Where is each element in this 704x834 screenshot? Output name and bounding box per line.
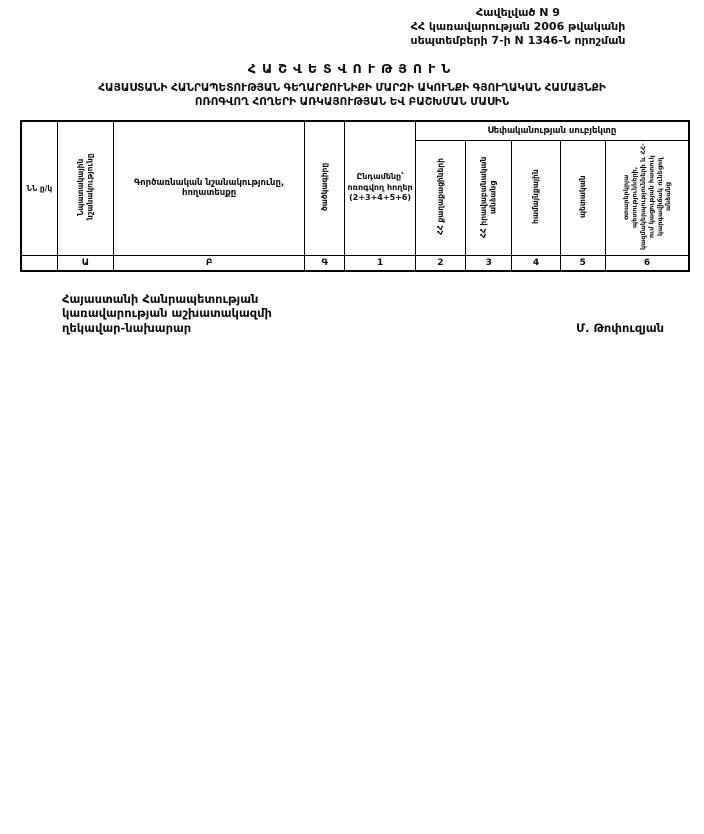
header-functional: Գործառնական նշանակությունը, հողատեսքը [114,121,305,256]
signatory-title-line-1: Հայաստանի Հանրապետության [62,291,259,306]
report-subtitle [0,82,704,109]
column-letter: 3 [466,255,512,271]
signatory-title [62,292,272,337]
report-subtitle-line-2: ՈՌՈԳՎՈՂ ՀՈՂԵՐԻ ԱՌԿԱՅՈՒԹՅԱՆ ԵՎ ԲԱՇԽՄԱՆ ՄԱՍԻՆ [194,95,510,108]
appendix-line-1: Հավելված N 9 [476,6,560,19]
appendix-line-3: սեպտեմբերի 7-ի N 1346-Ն որոշման [410,33,626,47]
column-letter: Ա [57,255,113,271]
report-title: ՀԱՇՎԵՏՎՈՒԹՅՈՒՆ [247,61,457,77]
header-owner-community [512,140,560,255]
appendix-line-2: ՀՀ կառավարության 2006 թվականի [410,19,626,33]
report-subtitle-line-1: ՀԱՅԱՍՏԱՆԻ ՀԱՆՐԱՊԵՏՈՒԹՅԱՆ ԳԵՂԱՐՔՈՒՆԻՔԻ ՄԱՐԶԻ ԱԿՈՒՆՔԻ ԳՅՈՒՂԱԿԱՆ ՀԱՄԱՅՆՔԻ [98,82,606,95]
header-owner-legal-entities-text: ՀՀ իրավաբանական անձանց [479,155,498,238]
header-owner-legal-entities [466,140,512,255]
header-owner-citizens-text: ՀՀ քաղաքացիների [435,158,445,236]
column-letter: 6 [605,255,689,271]
header-owner-citizens [415,140,465,255]
header-code [305,121,345,256]
header-purpose [57,121,113,256]
column-letter [21,255,57,271]
column-letter: Գ [305,255,345,271]
header-code-text: ծածկագիրը [320,162,330,212]
column-letter-row [21,255,689,271]
header-nn: ՆՆ ը/կ [21,121,57,256]
signatory-title-line-2: կառավարության աշխատակազմի [62,306,272,321]
irrigated-lands-table [20,120,690,272]
signatory-title-line-3: ղեկավար-նախարար [62,321,192,336]
column-letter: 1 [345,255,415,271]
signatory-name: Մ. Թոփուզյան [576,321,664,336]
column-letter: 2 [415,255,465,271]
column-letter: Բ [114,255,305,271]
header-purpose-text: Նպատակային նշանակությունը [75,153,95,221]
header-owner-foreign-text: օտարերկրյա պետությունների, կազմակերպությունների և ՀՀ-ում կացության հատուկ կարգավիճակ ունեցող անձանց [621,143,672,250]
table-header [21,121,689,271]
column-letter: 4 [512,255,560,271]
signature-block [62,292,664,337]
appendix-note [338,6,698,47]
header-owner-community-text: համայնքային [531,169,541,224]
header-owner-foreign [605,140,689,255]
header-total-irrigated: Ընդամենը՝ ոռոգվող հողեր (2+3+4+5+6) [345,121,415,256]
header-ownership-group: Սեփականության սուբյեկտը [415,121,689,141]
header-owner-state-text: պետական [578,175,588,218]
header-owner-state [560,140,605,255]
header-row-top [21,121,689,141]
column-letter: 5 [560,255,605,271]
